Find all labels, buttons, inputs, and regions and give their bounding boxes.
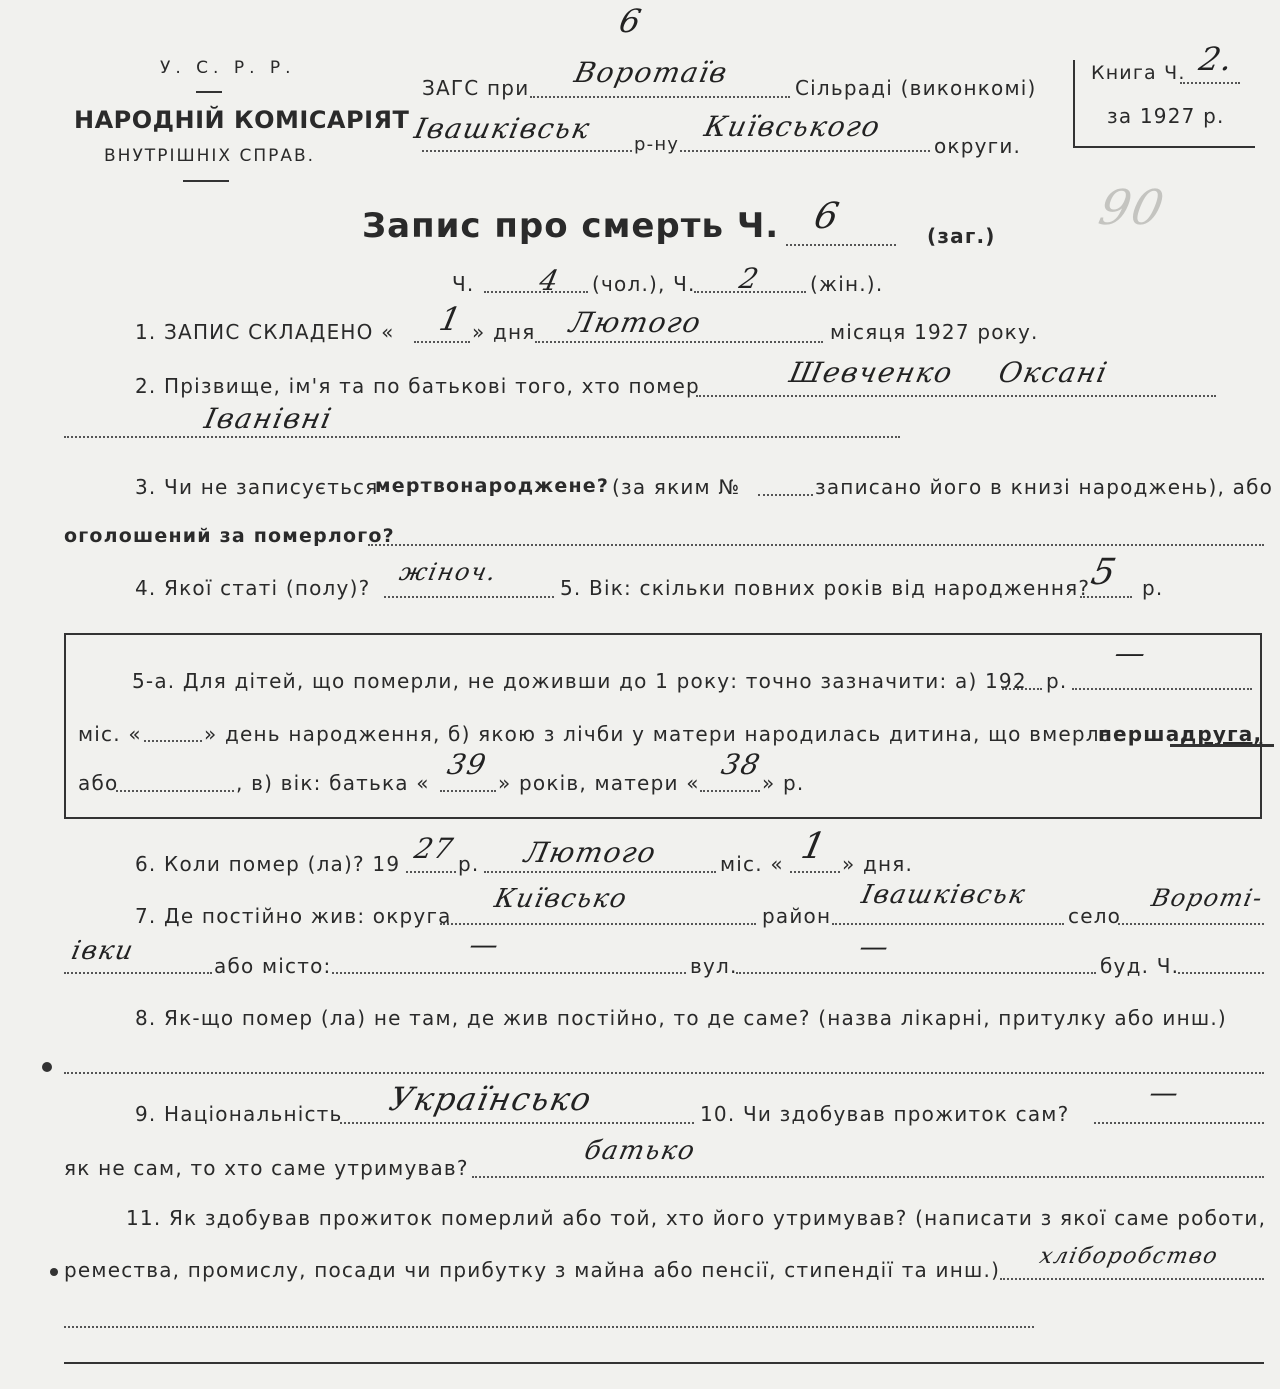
field-3-label-e: оголошений за померлого? <box>64 525 395 547</box>
field-7-rayon-label: район <box>762 904 832 928</box>
field-3-label-d: записано його в книзі народжень), або <box>815 475 1274 499</box>
field-9-value: Українсько <box>385 1080 596 1118</box>
field-9-label: 9. Національність <box>135 1102 343 1126</box>
fill-line <box>1180 82 1240 84</box>
fill-line <box>736 972 1096 974</box>
field-5-unit: р. <box>1142 576 1164 600</box>
field-8-label: 8. Як-що помер (ла) не там, де жив постійно, то де саме? (назва лікарні, притулку або инш.) <box>135 1006 1227 1030</box>
field-5a-second: друга, <box>1180 722 1263 746</box>
field-5a-line3c: » років, матери « <box>498 771 700 795</box>
fill-line <box>116 790 234 792</box>
field-10b-value: батько <box>581 1136 699 1166</box>
mother-age: 38 <box>718 748 765 781</box>
field-6-r: р. <box>458 852 480 876</box>
male-prefix: Ч. <box>452 272 475 296</box>
fill-line <box>332 972 686 974</box>
fill-line <box>144 740 202 742</box>
fill-line <box>368 544 1264 546</box>
field-5a-dash: — <box>1111 636 1151 671</box>
fill-line <box>64 436 900 438</box>
fill-line <box>694 291 806 293</box>
divider <box>196 91 222 93</box>
fill-line <box>1080 596 1132 598</box>
fill-line <box>696 395 1216 397</box>
fill-line <box>1002 688 1042 690</box>
field-7-selo-cont: івки <box>68 936 137 966</box>
field-1-day: 1 <box>435 300 466 338</box>
fill-line <box>832 923 1064 925</box>
record-number: 6 <box>810 196 844 237</box>
divider <box>183 180 229 182</box>
fill-line <box>758 494 813 496</box>
fill-line <box>1178 972 1264 974</box>
margin-number: 90 <box>1094 180 1171 236</box>
fill-line <box>64 1072 1264 1074</box>
field-6-mis: міс. « <box>720 852 784 876</box>
field-1-mid: » дня <box>472 320 536 344</box>
male-count: 4 <box>536 264 563 297</box>
field-3-label-a: 3. Чи не записується <box>135 475 379 499</box>
field-10b-label: як не сам, то хто саме утримував? <box>64 1156 469 1180</box>
field-5a-line2b: » день народження, б) якою з лічби у матери народилась дитина, що вмерла: <box>204 722 1122 746</box>
page-number: 6 <box>615 2 646 40</box>
field-4-label: 4. Якої статі (полу)? <box>135 576 371 600</box>
fill-line <box>406 871 456 873</box>
fill-line <box>64 972 212 974</box>
underline-mark <box>1170 744 1274 747</box>
field-6-month: Лютого <box>521 836 660 869</box>
field-3-label-b: мертвонароджене? <box>375 475 610 497</box>
book-label: Книга Ч. <box>1091 62 1186 84</box>
fill-line <box>1072 688 1252 690</box>
fill-line <box>472 1176 1264 1178</box>
field-7-label: 7. Де постійно жив: округа <box>135 904 452 928</box>
field-5a-first: перша, <box>1098 722 1190 746</box>
field-1-month: Лютого <box>566 306 705 339</box>
field-10-value: — <box>1146 1076 1184 1109</box>
zags-value: Воротаїв <box>571 56 732 89</box>
fill-line <box>700 790 760 792</box>
female-count: 2 <box>736 262 763 295</box>
silrada-label: Сільраді (виконкомі) <box>795 76 1037 100</box>
fill-line <box>530 96 790 98</box>
okruha-value: Київського <box>701 110 884 143</box>
field-7-vul-value: — <box>856 930 894 963</box>
field-6-label: 6. Коли помер (ла)? 19 <box>135 852 401 876</box>
fill-line <box>535 341 823 343</box>
field-7-bud: буд. Ч. <box>1100 954 1180 978</box>
field-1-end: місяця 1927 року. <box>830 320 1039 344</box>
field-7-selo: Вороті- <box>1149 884 1266 912</box>
field-7-okruha: Київсько <box>491 884 631 914</box>
fill-line <box>680 150 930 152</box>
field-4-value: жіноч. <box>397 558 500 586</box>
zags-label: ЗАГС при <box>422 76 530 100</box>
field-1-label: 1. ЗАПИС СКЛАДЕНО « <box>135 320 395 344</box>
fill-line <box>790 871 840 873</box>
field-3-label-c: (за яким № <box>612 475 741 499</box>
fill-line <box>340 1122 694 1124</box>
field-10-label: 10. Чи здобував прожиток сам? <box>700 1102 1070 1126</box>
rayon-label: р-ну <box>634 134 680 155</box>
okruha-label: округи. <box>934 134 1022 158</box>
field-5-label: 5. Вік: скільки повних років від народження? <box>560 576 1091 600</box>
field-2-value: Шевченко Оксані <box>786 356 1112 389</box>
field-6-end: » дня. <box>842 852 914 876</box>
fill-line <box>440 923 756 925</box>
fill-line <box>484 871 716 873</box>
fill-line <box>384 596 554 598</box>
fill-line <box>1000 1278 1264 1280</box>
fill-line <box>1118 923 1264 925</box>
field-5a-line3a: або <box>78 771 119 795</box>
field-7-selo-label: село <box>1068 904 1122 928</box>
rayon-value: Івашківськ <box>411 112 594 145</box>
record-suffix: (заг.) <box>927 224 996 248</box>
republic-label: У. С. Р. Р. <box>160 58 296 78</box>
fill-line <box>414 341 470 343</box>
field-7-misto-value: — <box>466 928 504 961</box>
field-5a-line3d: » р. <box>762 771 805 795</box>
field-5a-r: р. <box>1046 669 1068 693</box>
fill-line <box>440 790 496 792</box>
female-label: (жін.). <box>810 272 884 296</box>
field-2-value-cont: Іванівні <box>201 402 336 435</box>
book-year: за 1927 р. <box>1107 104 1225 128</box>
field-11-value: хліборобство <box>1037 1244 1221 1269</box>
fill-line <box>422 150 632 152</box>
male-label: (чол.), Ч. <box>592 272 696 296</box>
field-5-value: 5 <box>1087 552 1121 593</box>
fill-line <box>786 244 896 246</box>
bottom-rule <box>64 1362 1264 1364</box>
field-11-line1: 11. Як здобував прожиток померлий або той, хто його утримував? (написати з якої саме роботи, <box>126 1206 1267 1230</box>
commissariat-title: НАРОДНІЙ КОМІСАРІЯТ <box>74 106 410 134</box>
field-2-label: 2. Прізвище, ім'я та по батькові того, хто помер <box>135 374 700 398</box>
margin-mark <box>42 1062 52 1072</box>
book-number: 2. <box>1195 40 1238 78</box>
field-11-line2: ремества, промислу, посади чи прибутку з майна або пенсії, стипендії та инш.) <box>64 1258 1001 1282</box>
field-5a-line3b: , в) вік: батька « <box>236 771 430 795</box>
father-age: 39 <box>444 748 491 781</box>
fill-line <box>1094 1122 1264 1124</box>
field-7-rayon: Івашківськ <box>858 880 1029 910</box>
field-5a-line1: 5-а. Для дітей, що померли, не доживши до 1 року: точно зазначити: а) 192 <box>132 669 1027 693</box>
field-7-misto: або місто: <box>214 954 332 978</box>
record-title: Запис про смерть Ч. <box>362 206 780 246</box>
field-5a-line2a: міс. « <box>78 722 142 746</box>
margin-mark <box>50 1268 58 1276</box>
field-6-year: 27 <box>411 832 458 865</box>
field-6-day: 1 <box>797 826 831 867</box>
fill-line <box>484 291 588 293</box>
fill-line <box>64 1326 1034 1328</box>
field-7-vul: вул. <box>690 954 738 978</box>
department-label: ВНУТРІШНІХ СПРАВ. <box>104 146 316 166</box>
